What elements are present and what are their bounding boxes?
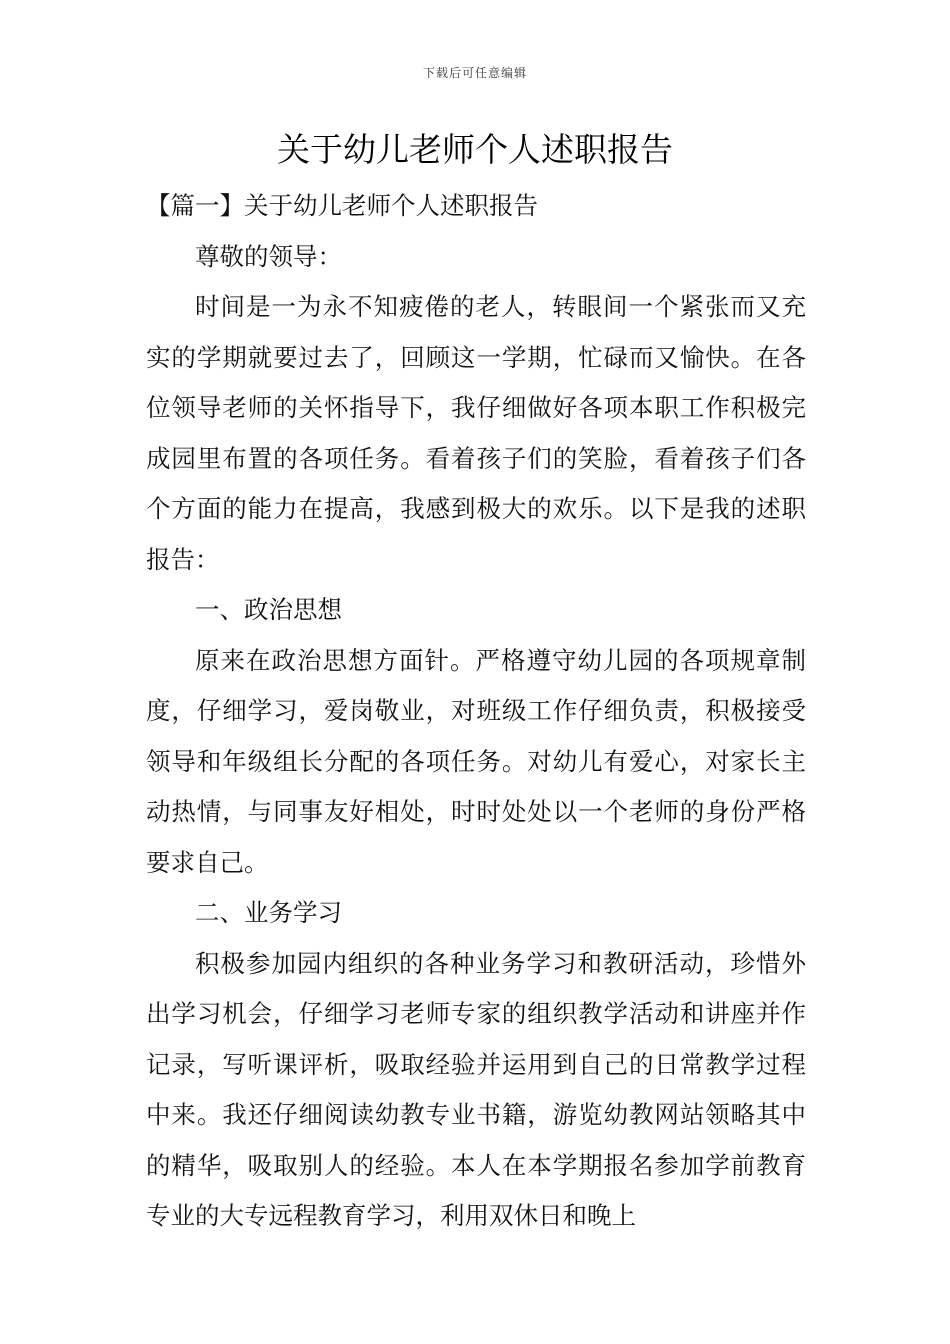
header-note: 下载后可任意编辑 xyxy=(422,66,527,80)
document-body xyxy=(146,181,806,1242)
heading-study: 二、业务学习 xyxy=(195,898,342,927)
salutation: 尊敬的领导： xyxy=(195,241,342,271)
paragraph-politics: 原来在政治思想方面针。严格遵守幼儿园的各项规章制度，仔细学习，爱岗敬业，对班级工作仔细负责，积极接受领导和年级组长分配的各项任务。对幼儿有爱心，对家长主动热情，与同事友好相处，时时处处以一个老师的身份严格要求自己。 xyxy=(146,645,806,877)
paragraph-study: 积极参加园内组织的各种业务学习和教研活动，珍惜外出学习机会，仔细学习老师专家的组织教学活动和讲座并作记录，写听课评析，吸取经验并运用到自己的日常教学过程中来。我还仔细阅读幼教专业书籍，游览幼教网站领略其中的精华，吸取别人的经验。本人在本学期报名参加学前教育专业的大专远程教育学习，利用双休日和晚上 xyxy=(146,948,806,1230)
paragraph-intro: 时间是一为永不知疲倦的老人，转眼间一个紧张而又充实的学期就要过去了，回顾这一学期，忙碌而又愉快。在各位领导老师的关怀指导下，我仔细做好各项本职工作积极完成园里布置的各项任务。看着孩子们的笑脸，看着孩子们各个方面的能力在提高，我感到极大的欢乐。以下是我的述职报告： xyxy=(146,292,806,574)
document-title: 关于幼儿老师个人述职报告 xyxy=(277,130,673,169)
section-title: 【篇一】关于幼儿老师个人述职报告 xyxy=(146,191,538,220)
heading-politics: 一、政治思想 xyxy=(195,595,342,624)
